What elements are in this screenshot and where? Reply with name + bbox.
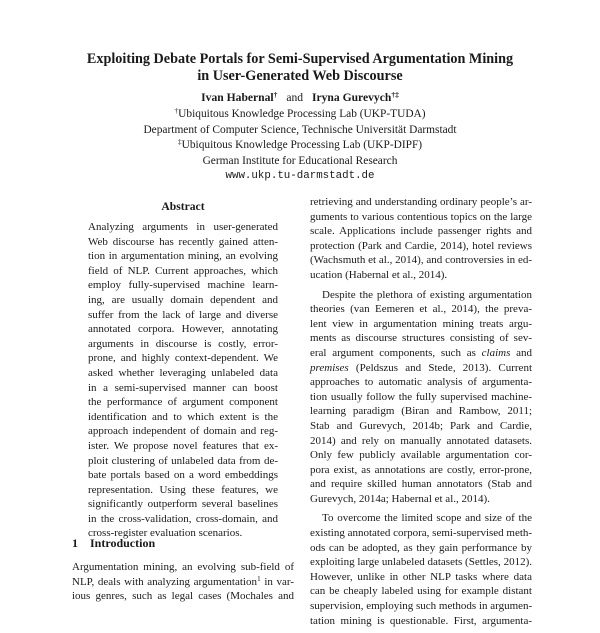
abstract-line: asked whether leveraging unlabeled data: [88, 366, 278, 379]
lab-url[interactable]: www.ukp.tu-darmstadt.de: [225, 170, 375, 183]
text-line: protection (Park and Cardie, 2014), hotel reviews: [310, 239, 532, 252]
abstract-line: Web discourse has recently gained atten-: [88, 235, 278, 248]
text-line: tion usually follow the fully supervised machine-: [310, 390, 532, 403]
text-line: ious genres, such as legal cases (Mochales and: [72, 590, 294, 603]
abstract-line: prone, and highly context-dependent. We: [88, 352, 278, 365]
paper-title: [40, 51, 560, 85]
text-line: Despite the plethora of existing argumentation: [322, 288, 532, 301]
text-line: (Wachsmuth et al., 2014), and controversies in ed-: [310, 254, 532, 267]
text-line: supervision, employing such methods in argumen-: [310, 600, 533, 613]
text-line: pora exist, as annotations are costly, error-prone,: [310, 463, 532, 476]
text-line: exploiting large unlabeled datasets (Settles, 2012).: [310, 556, 532, 569]
affiliation-line: ‡Ubiquitous Knowledge Processing Lab (UKP-DIPF): [177, 137, 423, 152]
abstract-line: ing, are usually domain dependent and: [88, 293, 278, 306]
text-line: 2014) and rely on manually annotated datasets.: [310, 434, 532, 447]
paragraph: [310, 288, 532, 507]
author-list: [40, 91, 560, 105]
section-number: 1: [72, 536, 78, 550]
affiliation-mark: †: [273, 90, 278, 99]
title-line: Exploiting Debate Portals for Semi-Supervised Argumentation Mining: [86, 51, 514, 67]
text-line: eral argument components, such as claims and: [310, 346, 532, 359]
text-line: tation mining is questionable. First, argumenta-: [310, 614, 532, 627]
affiliation-line: †Ubiquitous Knowledge Processing Lab (UKP-TUDA): [174, 106, 426, 120]
text-line: and require skilled human annotators (Stab and: [310, 478, 532, 491]
title-line: in User-Generated Web Discourse: [197, 67, 403, 84]
affiliation-mark: †‡: [391, 90, 399, 99]
abstract-line: tion in argumentation mining, an evolving: [88, 250, 278, 263]
text-line: approaches to automatic analysis of argumenta-: [310, 376, 532, 389]
abstract-line: identification and to which extent is the: [88, 410, 278, 423]
text-line: can be cheaply labeled using for example distant: [310, 585, 532, 598]
abstract-line: employ fully-supervised machine learn-: [88, 279, 278, 292]
author-separator: and: [286, 91, 304, 104]
text-line: theories (van Eemeren et al., 2014), the preva-: [310, 303, 532, 316]
author-name: Ivan Habernal: [201, 91, 274, 104]
abstract-line: the performance of argument component: [88, 396, 278, 409]
text-line: ments as discourse structures consisting of sev-: [310, 332, 532, 345]
abstract-line: arguments in discourse is costly, error-: [88, 337, 278, 350]
text-line: retrieving and understanding ordinary people’s ar-: [310, 196, 532, 208]
affiliation-mark: ‡: [177, 137, 182, 147]
abstract-line: field of NLP. Current approaches, which: [88, 264, 278, 277]
footnote-mark[interactable]: 1: [256, 573, 261, 583]
abstract-line: suffer from the lack of large and diverse: [88, 308, 278, 321]
text-line: Stab and Gurevych, 2014b; Park and Cardie,: [310, 419, 532, 432]
text-line: learning paradigm (Biran and Rambow, 2011;: [310, 405, 532, 418]
text-line: lent view in argumentation mining treats argu-: [310, 317, 532, 330]
paragraph: [310, 511, 532, 628]
abstract-line: in the cross-validation, cross-domain, and: [88, 512, 278, 525]
text-line: Only few publicly available argumentation cor-: [310, 449, 532, 462]
author-name: Iryna Gurevych: [311, 91, 392, 104]
abstract-line: in a semi-supervised manner can boost: [88, 381, 278, 394]
right-column: [310, 195, 532, 633]
text-line: NLP, deals with analyzing argumentation$^1$ in var-: [72, 573, 294, 588]
introduction-body: [72, 560, 294, 604]
affiliation-line: German Institute for Educational Research: [202, 154, 398, 167]
text-line: ucation (Habernal et al., 2014).: [310, 268, 448, 281]
text-line: To overcome the limited scope and size of the: [322, 512, 532, 525]
abstract-line: bate portals based on a word embeddings: [88, 469, 278, 482]
affiliation-mark: †: [174, 106, 179, 115]
text-line: ods can be adopted, as they gain performance by: [310, 541, 532, 554]
abstract-line: annotated corpora. However, annotating: [88, 323, 278, 336]
abstract-line: cross-register evaluation scenarios.: [88, 527, 243, 540]
section-heading-introduction: [72, 536, 292, 551]
abstract-line: Analyzing arguments in user-generated: [88, 221, 278, 233]
abstract-body: [88, 220, 278, 541]
affiliation-line: Department of Computer Science, Technische Universität Darmstadt: [143, 123, 457, 136]
text-line: guments to various contentious topics on the large: [310, 210, 532, 223]
abstract-line: representation. Using these features, we: [88, 483, 278, 496]
abstract-line: significantly outperform several baselines: [88, 498, 278, 511]
text-line: Gurevych, 2014a; Habernal et al., 2014).: [310, 492, 490, 505]
abstract-line: ister. We propose novel features that ex-: [88, 439, 278, 452]
text-line: However, unlike in other NLP tasks where data: [310, 570, 532, 583]
abstract-line: ploit clustering of unlabeled data from de-: [88, 454, 278, 467]
text-line: Argumentation mining, an evolving sub-field of: [72, 561, 294, 573]
text-line: existing annotated corpora, semi-supervised meth-: [310, 527, 533, 540]
text-line: premises (Peldszus and Stede, 2013). Current: [310, 361, 532, 374]
text-line: scale. Applications include passenger rights and: [310, 225, 532, 238]
section-title: Introduction: [90, 536, 156, 550]
paragraph: [310, 195, 532, 283]
affiliations: [40, 107, 560, 185]
abstract-heading: Abstract: [161, 200, 205, 213]
abstract-line: approach independent of domain and reg-: [88, 425, 278, 438]
